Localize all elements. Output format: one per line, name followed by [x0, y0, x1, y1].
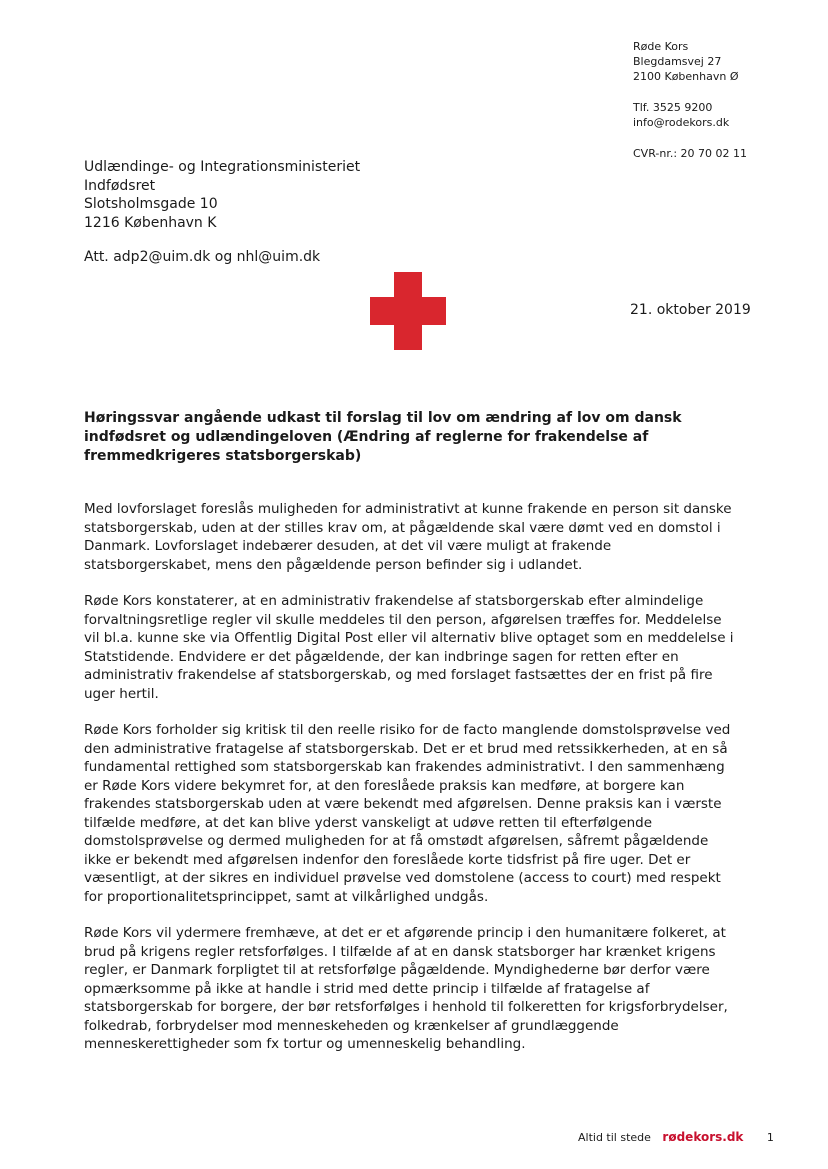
sender-cvr: CVR-nr.: 20 70 02 11	[633, 147, 748, 160]
body-paragraph: Røde Kors vil ydermere fremhæve, at det er et afgørende princip i den humanitære folkeret, at brud på krigens regler retsforfølges. I tilfælde af at en dansk statsborger har krænket krigens regler, er Danmark forpligtet til at retsforfølge pågældende. Myndighederne bør derfor være opmærksomme på ikke at handle i strid med dette princip i tilfælde af fratagelse af statsborgerskab for borgere, der bør retsforfølges i henhold til folkeretten for krigsforbrydelser, folkedrab, forbrydelser mod menneskeheden og krænkelser af grundlæggende menneskerettigheder som fx tortur og umenneskelig behandling.	[84, 925, 728, 1052]
letter-body	[84, 500, 734, 1072]
sender-city: 2100 København Ø	[633, 70, 739, 83]
footer-brand-link[interactable]: rødekors.dk	[662, 1130, 744, 1144]
body-paragraph: Røde Kors konstaterer, at en administrativ frakendelse af statsborgerskab efter almindelige forvaltningsretlige regler vil skulle meddeles til den person, afgørelsen træffes for. Meddelelse vil bl.a. kunne ske via Offentlig Digital Post eller vil alternativ blive optaget som en meddelelse i Statstidende. Endvidere er det pågældende, der kan indbringe sagen for retten efter en administrativ frakendelse af statsborgerskab, og med forslaget fastsættes der en frist på fire uger hertil.	[84, 593, 734, 702]
recipient-line: Indfødsret	[84, 177, 156, 194]
footer-tagline: Altid til stede	[578, 1131, 651, 1144]
sender-street: Blegdamsvej 27	[633, 55, 722, 68]
letter-date: 21. oktober 2019	[630, 302, 751, 318]
recipient-address	[84, 158, 360, 232]
recipient-line: Udlændinge- og Integrationsministeriet	[84, 159, 361, 175]
sender-block	[633, 39, 747, 161]
sender-phone: Tlf. 3525 9200	[633, 101, 713, 114]
body-paragraph: Med lovforslaget foreslås muligheden for administrativt at kunne frakende en person sit danske statsborgerskab, uden at der stilles krav om, at pågældende skal være dømt ved en domstol i Danmark. Lovforslaget indebærer desuden, at det vil være muligt at frakende statsborgerskabet, mens den pågældende person befinder sig i udlandet.	[84, 501, 732, 573]
recipient-line: Slotsholmsgade 10	[84, 196, 218, 212]
attention-line: Att. adp2@uim.dk og nhl@uim.dk	[84, 249, 321, 265]
red-cross-icon	[370, 272, 446, 350]
page-footer	[578, 1130, 774, 1144]
sender-org: Røde Kors	[633, 40, 689, 53]
page-number: 1	[766, 1131, 774, 1144]
recipient-line: 1216 København K	[84, 214, 217, 231]
sender-email[interactable]: info@rodekors.dk	[633, 116, 730, 129]
body-paragraph: Røde Kors forholder sig kritisk til den reelle risiko for de facto manglende domstolsprøvelse ved den administrative fratagelse af statsborgerskab. Det er et brud med retssikkerheden, at en så fundamental rettighed som statsborgerskab kan frakendes administrativt. I den sammenhæng er Røde Kors videre bekymret for, at den foreslåede praksis kan medføre, at borgere kan frakendes statsborgerskab uden at være bekendt med afgørelsen. Denne praksis kan i værste tilfælde medføre, at det kan blive yderst vanskeligt at udøve retten til efterfølgende domstolsprøvelse og dermed muligheden for at få omstødt afgørelsen, såfremt pågældende ikke er bekendt med afgørelsen indenfor den foreslåede korte tidsfrist på fire uger. Det er væsentligt, at der sikres en individuel prøvelse ved domstolene (access to court) med respekt for proportionalitetsprincippet, samt at vilkårlighed undgås.	[84, 722, 731, 905]
letter-subject: Høringssvar angående udkast til forslag til lov om ændring af lov om dansk indfødsret og udlændingeloven (Ændring af reglerne for frakendelse af fremmedkrigeres statsborgerskab)	[84, 410, 682, 464]
